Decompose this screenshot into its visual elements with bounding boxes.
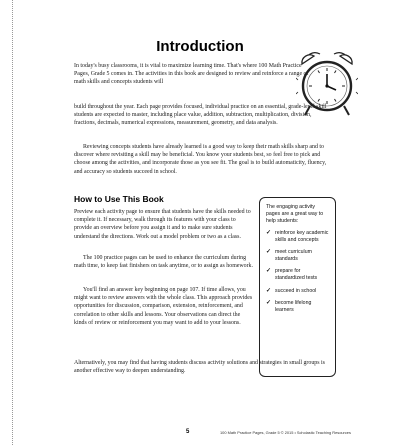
intro-paragraph-b: build throughout the year. Each page provides focused, individual practice on an essential, grade-level skill students are expected to master, including place value, addition, subtraction, multiplication, division, fractions, decimals, numerical expressions, measurement, geometry, and data analysis. (74, 104, 327, 127)
page-title: Introduction (156, 38, 244, 55)
page-number: 5 (186, 429, 190, 435)
intro-paragraph-a: In today's busy classrooms, it is vital to maximize learning time. That's where 100 Math Practice Pages, Grade 5 comes in. The activities in this book are designed to review and reinforce a range of math skills and concepts students will (74, 63, 309, 86)
checkmark-icon: ✓ (266, 268, 272, 275)
sidebar-intro: The engaging activity pages are a great way to help students: (266, 204, 324, 224)
page-edge-margin (12, 0, 13, 445)
checkmark-icon: ✓ (266, 300, 272, 307)
list-item-label: meet curriculum standards (275, 249, 312, 262)
intro-paragraph-2: Reviewing concepts students have already learned is a good way to keep their math skills sharp and to discover where revisiting a skill may be beneficial. You know your students best, so feel free to pick and choose among the activities, and incorporate those as you see fit. The goal is to build automaticity, fluency, and accuracy so students succeed in school. (74, 144, 327, 175)
checkmark-icon: ✓ (266, 287, 272, 294)
list-item (266, 300, 329, 313)
footer-source: 100 Math Practice Pages, Grade 5 © 2015 • Scholastic Teaching Resources (220, 430, 351, 435)
section-title-how-to-use: How to Use This Book (74, 194, 164, 204)
list-item (266, 268, 329, 281)
benefits-list (266, 230, 329, 313)
how-paragraph-4: Alternatively, you may find that having students discuss activity solutions and strategies in small groups is another effective way to deepen understanding. (74, 360, 325, 375)
benefits-sidebar (259, 197, 336, 377)
list-item-label: succeed in school (275, 287, 317, 294)
list-item (266, 249, 329, 262)
how-paragraph-1: Preview each activity page to ensure that students have the skills needed to complete it. If necessary, walk through its features with your class to provide an overview before you assign it and to make sure students understand the directions. Work out a model problem or two as a class. (74, 209, 251, 240)
list-item-label: reinforce key academic skills and concepts (275, 230, 329, 243)
checkmark-icon: ✓ (266, 230, 272, 236)
checkmark-icon: ✓ (266, 249, 272, 256)
list-item-label: prepare for standardized tests (275, 268, 318, 281)
list-item-label: become lifelong learners (275, 300, 312, 313)
list-item (266, 288, 329, 295)
how-paragraph-3: You'll find an answer key beginning on page 107. If time allows, you might want to review answers with the whole class. This approach provides opportunities for discussion, comparison, extension, reinforcement, and correlation to other skills and lessons. Your observations can direct the kinds of review or reinforcement you may want to add to your lessons. (74, 287, 253, 326)
list-item (266, 230, 329, 243)
how-paragraph-2: The 100 practice pages can be used to enhance the curriculum during math time, to keep fast finishers on task anytime, or to assign as homework. (74, 255, 253, 270)
